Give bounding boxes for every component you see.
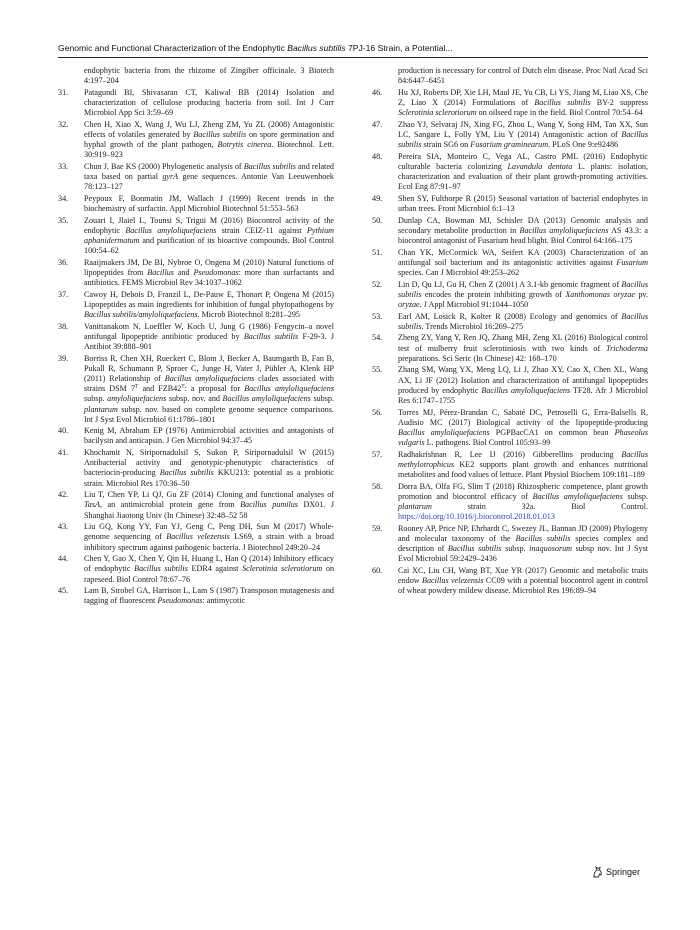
reference-number: 36. [58, 257, 69, 267]
reference-text: Chan YK, McCormick WA, Seifert KA (2003) Characterization of an antifungal soil bacterium and its antagonistic activities against Fusarium species. Can J Microbiol 49:253–262 [398, 247, 648, 277]
header-rule [58, 57, 648, 58]
reference-text: Pereira SIA, Monteiro C, Vega AL, Castro PML (2016) Endophytic culturable bacteria colonizing Lavandula dentata L. plants: isolation, characterization and evaluation of their plant growth-promoting activities. Ecol Eng 87:91–97 [398, 151, 648, 192]
reference-text: production is necessary for control of Dutch elm disease. Proc Natl Acad Sci 84:6447–6451 [398, 66, 648, 86]
reference-text: Dunlap CA, Bowman MJ, Schisler DA (2013) Genomic analysis and secondary metabolite production in Bacillus amyloliquefaciens AS 43.3: a biocontrol antagonist of Fusarium head blight. Biol Control 64:166–175 [398, 215, 648, 245]
reference-entry [58, 448, 334, 489]
reference-number: 37. [58, 289, 69, 299]
reference-entry [372, 280, 648, 310]
reference-entry [372, 566, 648, 596]
reference-entry [58, 88, 334, 118]
reference-entry [58, 354, 334, 425]
reference-entry [372, 524, 648, 565]
reference-text: Dorra BA, Olfa FG, Slim T (2018) Rhizospheric competence, plant growth promotion and biocontrol efficacy of Bacillus amyloliquefaciens subsp. plantarum strain 32a. Biol Control. https://doi.org/10.1016/j.biocontrol.2018.01.013 [398, 481, 648, 522]
reference-number: 41. [58, 448, 69, 458]
reference-entry [58, 290, 334, 320]
references-right-column [372, 66, 648, 598]
reference-number: 38. [58, 321, 69, 331]
reference-number: 57. [372, 449, 383, 459]
reference-number: 58. [372, 481, 383, 491]
reference-text: Shen SY, Fulthorpe R (2015) Seasonal variation of bacterial endophytes in urban trees. Front Microbiol 6:1–13 [398, 193, 648, 214]
reference-entry [58, 66, 334, 86]
reference-number: 40. [58, 426, 69, 436]
reference-entry [58, 586, 334, 606]
reference-entry [372, 194, 648, 214]
reference-entry [58, 322, 334, 352]
reference-text: Raaijmakers JM, De BI, Nybroe O, Ongena M (2010) Natural functions of lipopeptides from Bacillus and Pseudomonas: more than surfactants and antibiotics. FEMS Microbiol Rev 34:1037–1062 [84, 257, 335, 288]
reference-number: 47. [372, 119, 383, 129]
reference-entry [372, 152, 648, 193]
reference-entry [58, 162, 334, 192]
reference-text: Kenig M, Abraham EP (1976) Antimicrobial activities and antagonists of bacilysin and anticapsin. J Gen Microbiol 94:37–45 [84, 426, 334, 446]
reference-text: Patagundi BI, Shivasaran CT, Kaliwal BB (2014) Isolation and characterization of cellulose producing bacteria from soil. Int J Curr Microbiol App Sci 3:59–69 [84, 87, 334, 118]
references-left-column [58, 66, 334, 608]
running-head [58, 43, 648, 53]
reference-entry [58, 258, 334, 288]
reference-entry [58, 554, 334, 584]
publisher-name: Springer [606, 867, 641, 877]
reference-text: Cawoy H, Debois D, Franzil L, De-Pauw E, Thonart P, Ongena M (2015) Lipopeptides as main ingredients for inhibition of fungal phytopathogens by Bacillus subtilis/amyloliquefaciens. Microb Biotechnol 8:281–295 [84, 289, 334, 320]
reference-entry [58, 522, 334, 552]
reference-text: Chen Y, Gao X, Chen Y, Qin H, Huang L, Han Q (2014) Inhibitory efficacy of endophytic Bacillus subtilis EDR4 against Sclerotinia sclerotiorum on rapeseed. Biol Control 78:67–76 [84, 554, 335, 584]
reference-number: 50. [372, 215, 383, 225]
reference-text: Zouari I, Jlaiel L, Tounsi S, Trigui M (2016) Biocontrol activity of the endophytic Bacillus amyloliquefaciens strain CEIZ-11 against Pythium aphanidermatum and purification of its bioactive compounds. Biol Control 100:54–62 [84, 215, 334, 256]
reference-entry [372, 333, 648, 363]
reference-entry [372, 88, 648, 118]
reference-number: 53. [372, 311, 383, 321]
reference-number: 32. [58, 119, 69, 129]
reference-text: Zhang SM, Wang YX, Meng LQ, Li J, Zhao XY, Cao X, Chen XL, Wang AX, Li JF (2012) Isolation and characterization of antifungal lipopeptides produced by endophytic Bacillus amyloliquefaciens TF28. Afr J Microbiol Res 6:1747–1755 [398, 365, 649, 405]
reference-text: Liu T, Chen YP, Li QJ, Gu ZF (2014) Cloning and functional analyses of TasA, an antimicrobial protein gene from Bacillus pumilus DX01. J Shanghai Jiaotong Univ (In Chinese) 32:48–52 58 [84, 490, 334, 520]
reference-number: 48. [372, 151, 383, 161]
reference-entry [372, 365, 648, 406]
reference-text: Khochamit N, Siripornadulsil S, Sukon P, Siripornadulsil W (2015) Antibacterial activity and genotypic-phenotypic characteristics of bacteriocin-producing Bacillus subtilis KKU213: potential as a probiotic strain. Microbiol Res 170:36–50 [84, 448, 334, 488]
reference-text: Borriss R, Chen XH, Rueckert C, Blom J, Becker A, Baumgarth B, Fan B, Pukall R, Schumann P, Sproer C, Junge H, Vater J, Pühler A, Klenk HP (2011) Relationship of Bacillus amyloliquefaciens clades associated with strains DSM $7^T$ and $FZB42^T$: a proposal for Bacillus amyloliquefaciens subsp. amyloliquefaciens subsp. nov. and Bacillus amyloliquefaciens subsp. plantarum subsp. nov. based on complete genome sequence comparisons. Int J Syst Evol Microbiol 61:1786–1801 [84, 353, 335, 424]
running-head-after: 7PJ-16 Strain, a Potential... [345, 43, 453, 53]
reference-entry [58, 120, 334, 161]
reference-number: 59. [372, 523, 383, 533]
reference-text: Earl AM, Losick R, Kolter R (2008) Ecology and genomics of Bacillus subtilis. Trends Microbiol 16:269–275 [398, 311, 648, 331]
reference-text: Vanittanakom N, Loeffler W, Koch U, Jung G (1986) Fengycin–a novel antifungal lipopeptide antibiotic produced by Bacillus subtilis F-29-3. J Antibiot 39:888–901 [84, 321, 335, 352]
reference-entry [58, 426, 334, 446]
reference-text: Zhao YJ, Selvaraj JN, Xing FG, Zhou L, Wang Y, Song HM, Tan XX, Sun LC, Sangare L, Folly YM, Liu Y (2014) Antagonistic action of Bacillus subtilis strain SG6 on Fusarium graminearum. PLoS One 9:e92486 [398, 119, 648, 150]
reference-entry [372, 482, 648, 523]
reference-number: 43. [58, 522, 69, 532]
reference-text: Peypoux F, Bonmatin JM, Wallach J (1999) Recent trends in the biochemistry of surfactin. Appl Microbiol Biotechnol 51:553–563 [84, 193, 334, 214]
reference-entry [372, 120, 648, 150]
reference-number: 31. [58, 87, 69, 97]
reference-text: Hu XJ, Roberts DP, Xie LH, Maul JE, Yu CB, Li YS, Jiang M, Liao XS, Che Z, Liao X (2014) Formulations of Bacillus subtilis BY-2 suppress Sclerotinia sclerotiorum on oilseed rape in the field. Biol Control 70:54–64 [398, 87, 649, 118]
reference-number: 44. [58, 554, 69, 564]
reference-text: Chen H, Xiao X, Wang J, Wu LJ, Zheng ZM, Yu ZL (2008) Antagonistic effects of volatiles generated by Bacillus subtilis on spore germination and hyphal growth of the plant pathogen, Botrytis cinerea. Biotechnol. Lett. 30:919–923 [84, 119, 334, 160]
reference-entry [372, 312, 648, 332]
reference-number: 56. [372, 407, 383, 417]
reference-number: 34. [58, 193, 69, 203]
reference-text: Lam B, Strobel GA, Harrison L, Lam S (1987) Transposon mutagenesis and tagging of fluorescent Pseudomonas: antimycotic [84, 586, 334, 606]
reference-text: Lin D, Qu LJ, Gu H, Chen Z (2001) A 3.1-kb genomic fragment of Bacillus subtilis encodes the protein inhibiting growth of Xanthomonas oryzae pv. oryzae. J Appl Microbiol 91:1044–1050 [398, 279, 648, 309]
reference-text: endophytic bacteria from the rhizome of Zingiber officinale. 3 Biotech 4:197–204 [84, 66, 334, 86]
reference-number: 60. [372, 565, 383, 575]
reference-number: 51. [372, 247, 383, 257]
reference-number: 42. [58, 490, 69, 500]
reference-entry [372, 248, 648, 278]
reference-text: Liu GQ, Kong YY, Fan YJ, Geng C, Peng DH, Sun M (2017) Whole-genome sequencing of Bacillus velezensis LS69, a strain with a broad inhibitory spectrum against pathogenic bacteria. J Biotechnol 249:20–24 [84, 522, 334, 552]
publisher-footer [592, 866, 640, 878]
running-head-species: Bacillus subtilis [287, 43, 346, 53]
reference-entry [372, 216, 648, 246]
reference-number: 54. [372, 333, 383, 343]
reference-text: Torres MJ, Pérez-Brandan C, Sabaté DC, Petroselli G, Erra-Balsells R, Audisio MC (2017) Biological activity of the lipopeptide-producing Bacillus amyloliquefaciens PGPBacCA1 on common bean Phaseolus vulgaris L. pathogens. Biol Control 105:93–99 [398, 407, 648, 447]
reference-number: 35. [58, 215, 69, 225]
reference-number: 33. [58, 161, 69, 171]
reference-entry [58, 490, 334, 520]
reference-number: 49. [372, 193, 383, 203]
reference-number: 52. [372, 279, 383, 289]
reference-number: 55. [372, 365, 383, 375]
reference-number: 45. [58, 586, 69, 596]
reference-entry [58, 194, 334, 214]
reference-text: Radhakrishnan R, Lee IJ (2016) Gibberellins producing Bacillus methylotrophicus KE2 supports plant growth and enhances nutritional metabolites and food values of lettuce. Plant Physiol Biochem 109:181–189 [398, 449, 648, 479]
reference-number: 39. [58, 353, 69, 363]
reference-text: Cai XC, Liu CH, Wang BT, Xue YR (2017) Genomic and metabolic traits endow Bacillus velezensis CC09 with a potential biocontrol agent in control of wheat powdery mildew disease. Microbiol Res 196:89–94 [398, 565, 648, 596]
springer-horse-icon [592, 866, 603, 878]
reference-entry [58, 216, 334, 257]
reference-text: Zheng ZY, Yang Y, Ren JQ, Zhang MH, Zeng XL (2016) Biological control test of mulberry fruit sclerotiniosis with two kinds of Trichoderma preparations. Sci Seric (In Chinese) 42: 168–170 [398, 333, 648, 363]
reference-text: Chun J, Bae KS (2000) Phylogenetic analysis of Bacillus subtilis and related taxa based on partial gyrA gene sequences. Antonie Van Leeuwenhoek 78:123–127 [84, 161, 334, 192]
reference-entry [372, 66, 648, 86]
reference-entry [372, 450, 648, 480]
reference-text: Rooney AP, Price NP, Ehrhardt C, Swezey JL, Bannan JD (2009) Phylogeny and molecular taxonomy of the Bacillus subtilis species complex and description of Bacillus subtilis subsp. inaquosorum subsp nov. Int J Syst Evol Microbiol 59:2429–2436 [398, 523, 649, 564]
reference-entry [372, 408, 648, 449]
reference-number: 46. [372, 87, 383, 97]
running-head-before: Genomic and Functional Characterization of the Endophytic [58, 43, 288, 53]
